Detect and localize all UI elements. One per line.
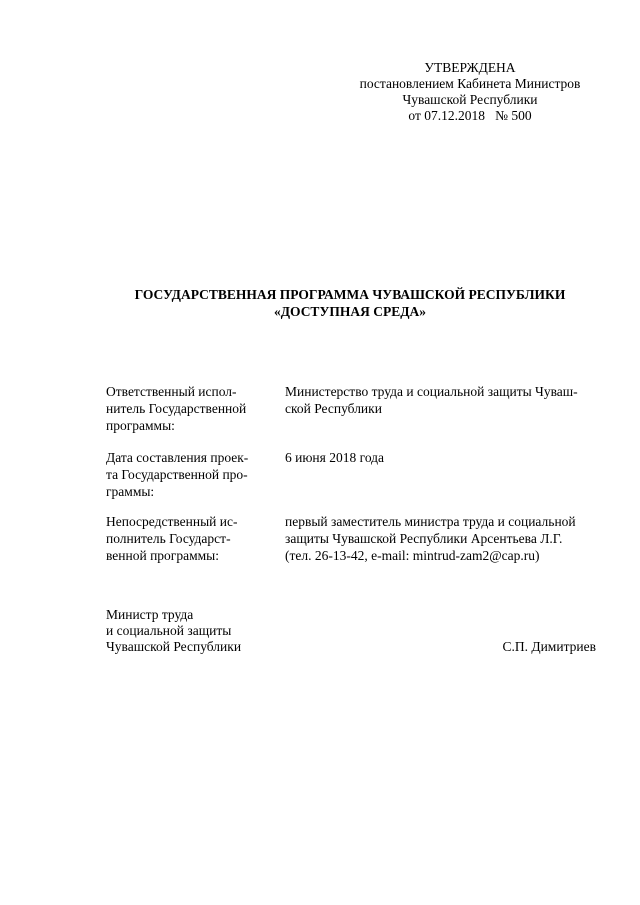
approval-stamp	[340, 60, 600, 124]
approval-resolution: постановлением Кабинета Министров	[359, 76, 581, 91]
program-title	[80, 286, 620, 320]
signer-position-line3: Чувашской Республики	[106, 639, 242, 654]
info-value-date: 6 июня 2018 года	[285, 450, 385, 465]
info-label-executor: Непосредственный ис- полнитель Государст- венной программы:	[106, 514, 238, 563]
program-title-line2: «ДОСТУПНАЯ СРЕДА»	[273, 304, 427, 319]
approval-heading: УТВЕРЖДЕНА	[424, 60, 516, 75]
approval-republic: Чувашской Республики	[402, 92, 538, 107]
info-value-executor: первый заместитель министра труда и социальной защиты Чувашской Республики Арсентьева Л.Г. (тел. 26-13-42, e-mail: mintrud-zam2@cap.ru)	[285, 514, 576, 563]
signer-position-line2: и социальной защиты	[106, 623, 232, 638]
approval-date-number: от 07.12.2018 № 500	[408, 108, 532, 123]
signer-position-line1: Министр труда	[106, 607, 194, 622]
signer-name: С.П. Димитриев	[502, 639, 596, 654]
signer-position	[106, 607, 366, 655]
program-title-line1: ГОСУДАРСТВЕННАЯ ПРОГРАММА ЧУВАШСКОЙ РЕСПУБЛИКИ	[134, 287, 566, 302]
info-value-responsible: Министерство труда и социальной защиты Чуваш- ской Республики	[285, 384, 578, 416]
info-label-date: Дата составления проек- та Государственной про- граммы:	[106, 450, 249, 499]
info-label-responsible: Ответственный испол- нитель Государственной программы:	[106, 384, 247, 433]
